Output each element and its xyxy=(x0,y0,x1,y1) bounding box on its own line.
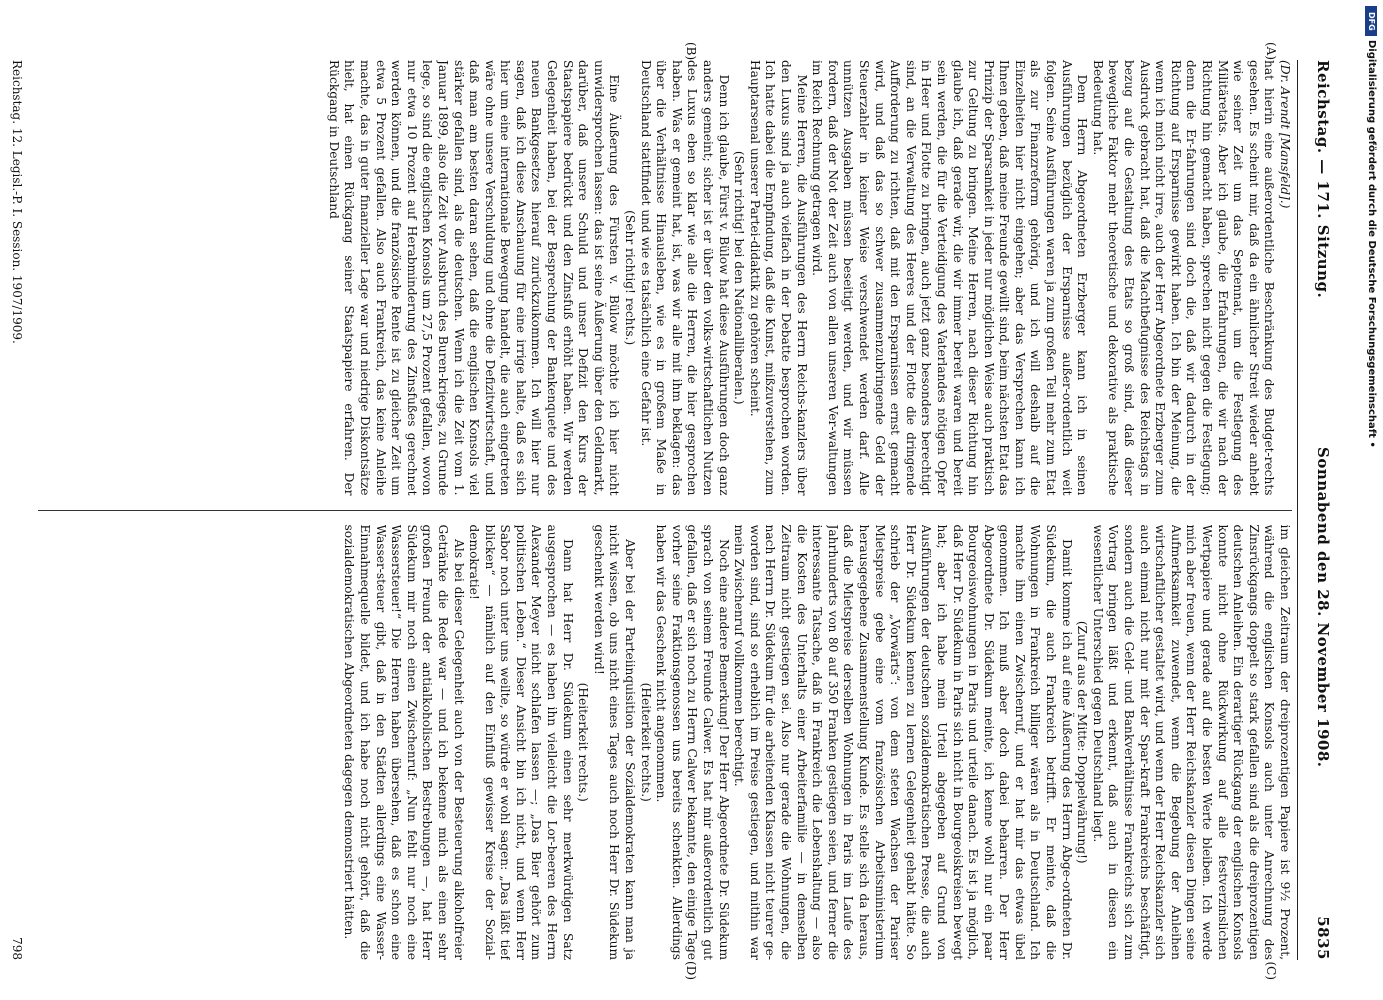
paragraph: Damit komme ich auf eine Äußerung des Herrn Abge-ordneten Dr. Südekum, die auch Frankreich betrifft. Er meinte, daß die Wohnungen in Frankreich billiger wären als in Deutschland. Ich machte ihm einen Zwischenruf, und er hat mir das etwas übel genommen. Ich muß aber doch dabei beharren. Der Herr Abgeordnete Dr. Südekum meinte, ich kenne wohl nur ein paar Bourgeoiswohnungen in Paris und urteile danach. Es ist ja möglich, daß Herr Dr. Südekum in Paris sich nicht in Bourgeoiskreisen bewegt hat; aber ich habe mein Urteil abgegeben auf Grund von Ausführungen der deutschen sozialdemokratischen Presse, die auch Herr Dr. Südekum kennen zu lernen Gelegenheit gehabt hätte. So schrieb der „Vorwärts“: von dem steten Wachsen der Pariser Mietspreise gebe eine vom französischen Arbeitsministerium herausgegebene Zusammenstellung Kunde. Es stelle sich da heraus, daß die Mietspreise derselben Wohnungen in Paris im Laufe des Jahrhunderts von 80 auf 350 Franken gestiegen seien, und ferner die interessante Tatsache, daß in Frankreich die Lebenshaltung — also die Kosten des Unterhalts einer Arbeiterfamilie — in demselben Zeitraum nicht gestiegen sei. Also nur gerade die Wohnungen, die nach Herrn Dr. Südekum für die arbeitenden Klassen nicht teurer ge-worden sind, sind so erheblich im Preise gestiegen, und mithin war mein Zwischenruf vollkommen berechtigt. xyxy=(732,524,1074,960)
paragraph: Noch eine andere Bemerkung! Der Herr Abgeordnete Dr. Südekum sprach von seinem Freunde Calwer. Es hat mir außerordentlich gut gefallen, daß er sich noch zu Herrn Calwer bekannte, den einige Tage vorher seine Fraktionsgenossen uns bereits schenkten. Allerdings haben wir das Geschenk nicht angenommen. xyxy=(654,524,731,960)
margin-mark-b: (B) xyxy=(684,42,698,61)
dfg-logo-icon: DFG xyxy=(1365,6,1377,36)
interjection: (Heiterkeit rechts.) xyxy=(638,682,653,802)
header-date: Sonnabend den 28. November 1908. xyxy=(1314,447,1332,768)
interjection: (Sehr richtig! rechts.) xyxy=(623,210,638,346)
margin-mark-d: (D) xyxy=(684,961,698,980)
paragraph: Als bei dieser Gelegenheit auch von der Besteuerung alkoholfreier Getränke die Rede war — und ich bekenne mich als einen sehr großen Freund der antialkoholischen Bestrebungen —, hat Herr Südekum mir noch einen Zwischenruf: „Nun fehlt nur noch eine Wassersteuer!“ Die Herren haben übersehen, daß es schon eine Wasser-steuer gibt, daß in den Städten allerdings eine Wasser-Einnahmequelle bildet, und ich habe noch nicht gehört, daß die sozialdemokratischen Abgeordneten dagegen demonstriert hätten. xyxy=(342,524,466,960)
footer-folio: 798 xyxy=(10,937,24,960)
header-left: Reichstag. — 171. Sitzung. xyxy=(1314,60,1332,299)
margin-mark-a: (A) xyxy=(1264,42,1278,61)
digitization-credit-strip xyxy=(1361,0,1381,1000)
paragraph: Eine Äußerung des Fürsten v. Bülow möchte ich hier nicht unwidersprochen lassen: das ist seine Äußerung über den Geldmarkt, darüber, daß unsere Schuld und unser Defizit den Kurs der Staatspapiere bedrückt und den Zinsfuß erhöht haben. Wir werden Gelegenheit haben, bei der Besprechung der Bankenquete und des neuen Bankgesetzes hierauf zurückzukommen. Ich will hier nur sagen, daß ich diese Anschauung für eine irrige halte, daß es sich hier um eine internationale Bewegung handelt, die auch eingetreten wäre ohne unsere Verschuldung und ohne die Defizitwirtschaft, und daß man am besten daran sehen, daß die englischen Konsols viel stärker gefallen sind, als die deutschen. Wenn ich die Zeit vom 1. Januar 1899, also die Zeit vor Ausbruch des Buren-krieges, zu Grunde lege, so sind die englischen Konsols um 27,5 Prozent gefallen, wovon nur etwa 10 Prozent auf Herabminderung des Zinsfußes gerechnet werden können, und die französische Rente ist zu gleicher Zeit um etwa 5 Prozent gefallen. Also auch Frankreich, das keine Anleihe machte, das in guter finanzieller Lage war und niedrige Diskontsätze hielt, hat einen Rückgang seiner Staatspapiere erfahren. Der Rückgang in Deutschland xyxy=(326,60,622,496)
footer-session: Reichstag. 12. Legisl.-P. I. Session. 1907/1909. xyxy=(10,60,24,344)
paragraph: Dem Herrn Abgeordneten Erzberger kann ich in seinen Ausführungen bezüglich der Ersparnisse außer-ordentlich weit folgen. Seine Ausführungen waren ja zum großen Teil mehr zum Etat als zur Finanzreform gehörig, und ich will deshalb auf die Einzelheiten hier nicht eingehen; aber das Versprechen kann ich Ihnen geben, daß meine Freunde gewillt sind, beim nächsten Etat das Prinzip der Sparsamkeit in jeder nur möglichen Weise auch praktisch zur Geltung zu bringen. Meine Herren, nach dieser Richtung hin glaube ich, daß gerade wir, die wir immer bereit waren und bereit sein werden, die für die Verteidigung des Vaterlandes nötigen Opfer in Heer und Flotte zu bringen, auch jetzt ganz besonders berechtigt sind, an die Verwaltung des Heeres und der Flotte die dringende Aufforderung zu richten, daß mit den Ersparnissen ernst gemacht wird, und daß das so schwer zusammenzubringende Geld der Steuerzahler in keiner Weise verschwendet werden darf. Alle unnützen Ausgaben müssen beseitigt werden, und wir müssen fordern, daß der Not der Zeit auch von allen unseren Ver-waltungen im Reich Rechnung getragen wird. xyxy=(810,60,1090,496)
rotated-document-page xyxy=(0,40,1338,980)
text-columns xyxy=(38,60,1292,960)
page-number: 5835 xyxy=(1314,916,1332,960)
paragraph: Meine Herren, die Ausführungen des Herrn Reichs-kanzlers über den Luxus sind ja auch vielfach in der Debatte besprochen worden. Ich hatte dabei die Empfindung, daß die Kunst, mißzuverstehen, zum Hauptarsenal unserer Partei-didaktik zu gehören scheint. xyxy=(747,60,809,496)
interjection: (Heiterkeit rechts.) xyxy=(576,682,591,802)
page-footer xyxy=(4,60,30,960)
paragraph: Aber bei der Parteiinquisition der Sozialdemokraten kann man ja nicht wissen, ob uns nicht eines Tages auch noch Herr Dr. Südekum geschenkt werden wird! xyxy=(591,524,638,960)
interjection: (Zuruf aus der Mitte: Doppelwährung!) xyxy=(1075,620,1090,864)
running-head xyxy=(1297,60,1332,960)
dfg-credit: Digitalisierung gefördert durch die Deutsche Forschungsgemeinschaft • xyxy=(1366,40,1377,448)
speaker-note: (Dr. Arendt [Mansfeld].) xyxy=(1278,60,1292,209)
paragraph: Dann hat Herr Dr. Südekum einen sehr merkwürdigen Satz ausgesprochen — es haben ihn vielleicht die Lor-beeren des Herrn Alexander Meyer nicht schlafen lassen —; „Das Bier gehört zum politischen Leben.“ Dieser Ansicht bin ich nicht, und wenn Herr Sabor noch unter uns weilte, so würde er wohl sagen: „Das läßt tief blicken“ — nämlich auf den Einfluß gewisser Kreise der Sozial-demokratie! xyxy=(467,524,575,960)
paragraph: im gleichen Zeitraum der dreiprozentigen Papiere ist 9½ Prozent, während die englischen Konsols auch unter Anrechnung des Zinsrückgangs doppelt so stark gefallen sind als die dreiprozentigen deutschen Anleihen. Ein derartiger Rückgang der englischen Konsols konnte nicht ohne Rückwirkung auf alle festverzinslichen Wertpapiere und gerade auf die besten Werte bleiben. Ich werde mich aber freuen, wenn der Herr Reichskanzler diesen Dingen seine Aufmerksamkeit zuwendet, wenn die Begebung der Anleihen wirtschaftlicher gestaltet wird, und wenn der Herr Reichskanzler sich auch einmal nicht nur mit der Spar-kraft Frankreichs beschäftigt, sondern auch die Geld- und Bankverhältnisse Frankreichs sich zum Vortrag bringen läßt und erkennt, daß auch in diesen ein wesentlicher Unterschied gegen Deutschland liegt. xyxy=(1090,524,1292,960)
paragraph: hat hierin eine außerordentliche Beschränkung des Budget-rechts gesehen. Es scheint mir, daß da ein ähnlicher Streit wieder anhebt wie seiner Zeit um das Septennat, um die Festlegung des Militäretats. Aber ich glaube, die Erfahrungen, die wir nach der Richtung hin gemacht haben, sprechen nicht gegen die Festlegung; denn die Er-fahrungen sind doch die, daß wir dadurch in der Richtung auf Ersparnisse gewirkt haben. Ich bin der Meinung, die wenn ich mich nicht irre, auch der Herr Abgeordnete Erzberger zum Ausdruck gebracht hat, daß die Machtbefugnisse des Reichstags in bezug auf die Gestaltung des Etats so groß sind, daß dieser bewegliche Faktor mehr theoretische und dekorative als praktische Bedeutung hat. xyxy=(1090,60,1277,496)
paragraph: Denn ich glaube, Fürst v. Bülow hat diese Ausführungen doch ganz anders gemeint; sicher ist er über den volks-wirtschaftlichen Nutzen des Luxus eben so klar wie alle die Herren, die hier gesprochen haben. Was er gemeint hat, ist, was wir alle mit ihm beklagen: das über die Verhältnisse Hinausleben, wie es in großem Maße in Deutschland stattfindet und wie es tatsächlich eine Gefahr ist. xyxy=(638,60,731,496)
right-column xyxy=(38,525,1292,961)
margin-mark-c: (C) xyxy=(1264,961,1278,980)
interjection: (Sehr richtig! bei den Nationalliberalen.) xyxy=(732,150,747,405)
column-divider xyxy=(38,510,1292,511)
left-column xyxy=(38,60,1292,496)
